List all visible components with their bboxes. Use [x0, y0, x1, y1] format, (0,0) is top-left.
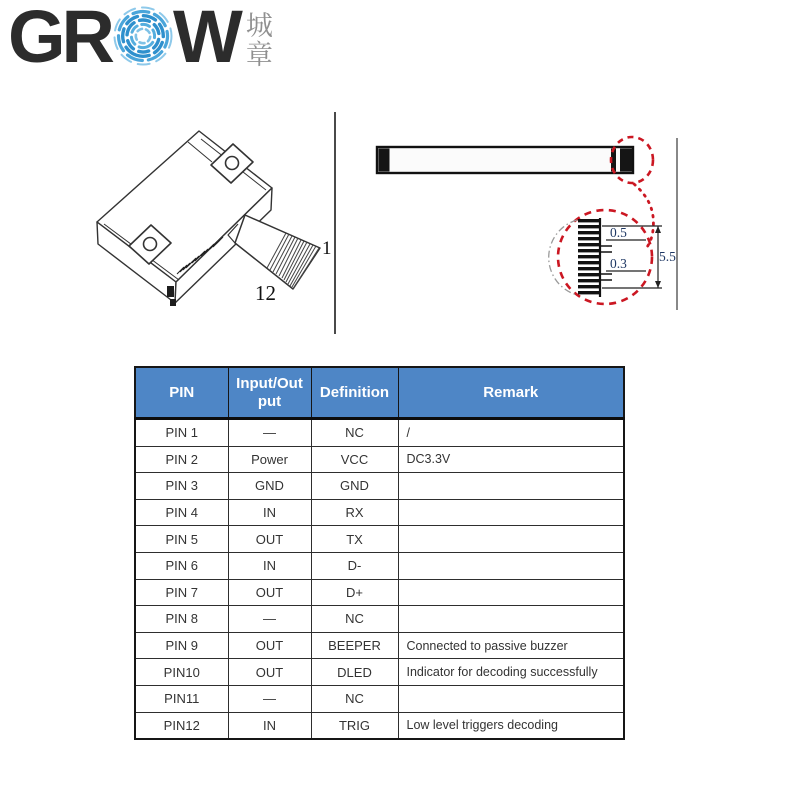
- table-row: [135, 446, 624, 473]
- pin-table-body: [135, 419, 624, 740]
- cell-remark: [398, 606, 624, 633]
- cell-io: GND: [228, 473, 311, 500]
- cell-remark: [398, 579, 624, 606]
- table-row: [135, 685, 624, 712]
- cell-pin: PIN10: [135, 659, 228, 686]
- cell-pin: PIN 4: [135, 499, 228, 526]
- logo-text-gr: GR: [8, 0, 111, 78]
- cell-definition: TX: [311, 526, 398, 553]
- cell-pin: PIN 2: [135, 446, 228, 473]
- dimension-width-label: 0.3: [610, 256, 627, 271]
- zoom-detail-circle: [558, 210, 652, 304]
- brand-logo: [8, 0, 273, 78]
- table-row: [135, 419, 624, 447]
- cell-io: —: [228, 606, 311, 633]
- table-row: [135, 712, 624, 739]
- header-definition: Definition: [311, 367, 398, 419]
- cell-definition: DLED: [311, 659, 398, 686]
- table-row: [135, 526, 624, 553]
- cell-definition: D-: [311, 552, 398, 579]
- cable-right-contact: [620, 149, 632, 172]
- cell-definition: VCC: [311, 446, 398, 473]
- cable-ghost-arc: [549, 220, 577, 295]
- cell-remark: [398, 473, 624, 500]
- cell-pin: PIN12: [135, 712, 228, 739]
- cell-io: IN: [228, 499, 311, 526]
- cell-pin: PIN 3: [135, 473, 228, 500]
- cell-definition: D+: [311, 579, 398, 606]
- cell-definition: BEEPER: [311, 632, 398, 659]
- cell-pin: PIN11: [135, 685, 228, 712]
- cell-io: IN: [228, 552, 311, 579]
- fingerprint-icon: [112, 5, 174, 72]
- table-header-row: [135, 367, 624, 419]
- ribbon-pin12-label: 12: [255, 281, 276, 305]
- cell-remark: [398, 685, 624, 712]
- connector-detail-figure: [340, 108, 690, 338]
- cell-remark: [398, 499, 624, 526]
- cell-remark: DC3.3V: [398, 446, 624, 473]
- cell-remark: Indicator for decoding successfully: [398, 659, 624, 686]
- table-row: [135, 473, 624, 500]
- cell-io: Power: [228, 446, 311, 473]
- table-row: [135, 606, 624, 633]
- cell-remark: [398, 526, 624, 553]
- cell-pin: PIN 6: [135, 552, 228, 579]
- cell-io: IN: [228, 712, 311, 739]
- table-row: [135, 499, 624, 526]
- cell-pin: PIN 1: [135, 419, 228, 447]
- cell-definition: RX: [311, 499, 398, 526]
- module-isometric-figure: [62, 102, 334, 337]
- cell-io: OUT: [228, 632, 311, 659]
- cell-definition: GND: [311, 473, 398, 500]
- header-io: Input/Out put: [228, 367, 311, 419]
- cell-pin: PIN 8: [135, 606, 228, 633]
- cell-definition: NC: [311, 685, 398, 712]
- ribbon-pin1-label: 1: [322, 238, 332, 259]
- cell-io: —: [228, 685, 311, 712]
- cable-left-contact: [379, 149, 390, 172]
- cell-io: OUT: [228, 579, 311, 606]
- cell-pin: PIN 5: [135, 526, 228, 553]
- table-row: [135, 579, 624, 606]
- cell-definition: NC: [311, 419, 398, 447]
- cell-pin: PIN 9: [135, 632, 228, 659]
- table-row: [135, 659, 624, 686]
- table-row: [135, 552, 624, 579]
- cell-definition: NC: [311, 606, 398, 633]
- seal-char-top: 城: [245, 11, 273, 42]
- cell-remark: /: [398, 419, 624, 447]
- cell-remark: [398, 552, 624, 579]
- cell-io: —: [228, 419, 311, 447]
- cell-remark: Connected to passive buzzer: [398, 632, 624, 659]
- header-pin: PIN: [135, 367, 228, 419]
- seal-char-bottom: 章: [245, 40, 273, 72]
- pin-definition-table: [134, 366, 625, 740]
- figure-divider-line: [334, 112, 336, 334]
- connector-fingers: [578, 218, 612, 297]
- header-remark: Remark: [398, 367, 624, 419]
- flat-cable-body: [377, 147, 633, 173]
- dimension-height-label: 5.5: [659, 249, 676, 264]
- cell-pin: PIN 7: [135, 579, 228, 606]
- dimension-pitch-label: 0.5: [610, 225, 627, 240]
- cell-io: OUT: [228, 659, 311, 686]
- cell-io: OUT: [228, 526, 311, 553]
- table-row: [135, 632, 624, 659]
- cell-remark: Low level triggers decoding: [398, 712, 624, 739]
- cell-definition: TRIG: [311, 712, 398, 739]
- logo-text-w: W: [173, 0, 239, 78]
- logo-seal: [246, 12, 273, 70]
